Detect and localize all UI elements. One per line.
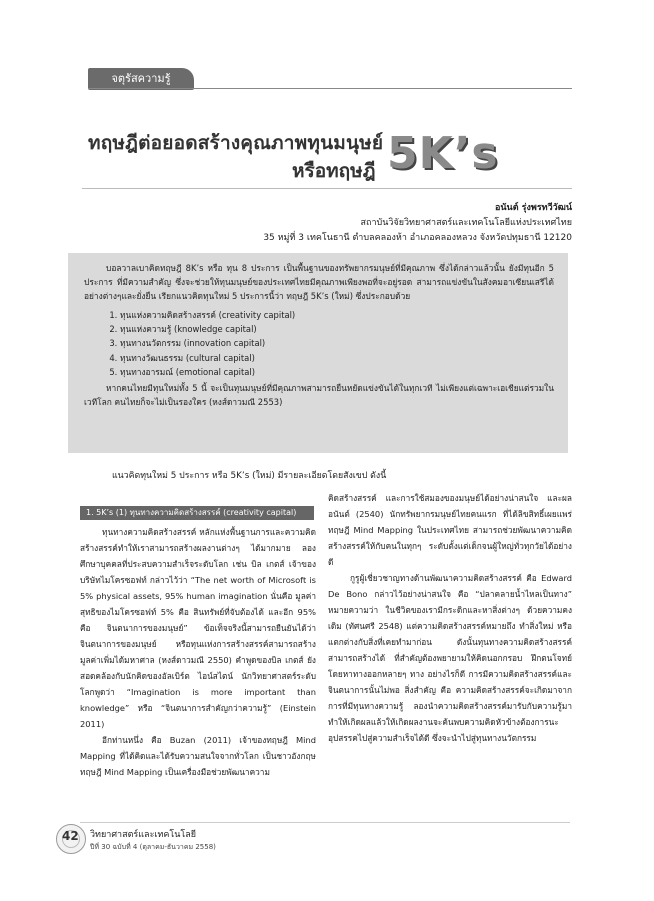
section-divider bbox=[88, 88, 572, 89]
section-tab: จตุรัสความรู้ bbox=[88, 68, 194, 90]
article-title-highlight: 5K’s bbox=[387, 128, 499, 179]
footer-divider bbox=[80, 822, 570, 823]
body-paragraph: กูรูผู้เชี่ยวชาญทางด้านพัฒนาความคิดสร้างสรรค์ คือ Edward De Bono กล่าวไว้อย่างน่าสนใจ คือ “ปลาคลายน้ำไหลเป็นทาง” หมายความว่า ในชีวิตของเรามีกระดิกและหาสิ่งต่างๆ ด้วยความคงเดิม (ทัศนศรี 2548) แต่ความคิดสร้างสรรค์หมายถึง ทำสิ่งใหม่ หรือแตกต่างกับสิ่งที่เคยทำมาก่อน ดังนั้นทุนทางความคิดสร้างสรรค์สามารถสร้างได้ ที่สำคัญต้องพยายามให้คิดนอกกรอบ ฝึกตนโจทย์โดยหาทางออกหลายๆ ทาง อย่างไรก็ดี การมีความคิดสร้างสรรค์และจินตนาการนั้นไม่พอ สิ่งสำคัญ คือ ความคิดสร้างสรรค์จะเกิดมาจากการที่มีทุนทางความรู้ ลองนำความคิดสร้างสรรค์มารับกับความรู้มาทำให้เกิดผลแล้วให้เกิดผลงานจะค้นพบความคิดหัวข้างต้องการนะ อุปสรรคไปสู่ความสำเร็จได้ดี ซึ่งจะนำไปสู่ทุนทางนวัตกรรม bbox=[328, 573, 572, 743]
journal-issue: ปีที่ 30 ฉบับที่ 4 (ตุลาคม-ธันวาคม 2558) bbox=[90, 843, 216, 851]
list-item: 4. ทุนทางวัฒนธรรม (cultural capital) bbox=[120, 351, 554, 365]
body-paragraph: คิดสร้างสรรค์ และการใช้สมองของมนุษย์ได้อย่างน่าสนใจ และผลอนันต์ (2540) นักทรัพยากรมนุษย์ไทยคนแรก ที่ได้ลิขสิทธิ์เผยแพร่ทฤษฎี Mind Mapping ในประเทศไทย สามารถช่วยพัฒนาความคิดสร้างสรรค์ให้กับคนในทุกๆ ระดับตั้งแต่เด็กจนผู้ใหญ่ทั่วทุกวัยได้อย่างดี bbox=[328, 493, 572, 567]
author-address: 35 หมู่ที่ 3 เทคโนธานี ตำบลคลองห้า อำเภอคลองหลวง จังหวัดปทุมธานี 12120 bbox=[263, 233, 572, 243]
right-column bbox=[328, 490, 572, 746]
abstract-paragraph: หากคนไทยมีทุนใหม่ทั้ง 5 นี้ จะเป็นทุนมนุษย์ที่มีคุณภาพสามารถยืนหยัดแข่งขันได้ในทุกเวที ไม่เพียงแต่เฉพาะเอเชียแต่รวมในเวทีโลก คนไทยก็จะไม่เป็นรองใคร (หงส์ดาวมณี 2553) bbox=[84, 383, 554, 408]
list-item: 3. ทุนทางนวัตกรรม (innovation capital) bbox=[120, 336, 554, 350]
journal-name: วิทยาศาสตร์และเทคโนโลยี bbox=[90, 830, 197, 840]
body-paragraph: อีกท่านหนึ่ง คือ Buzan (2011) เจ้าของทฤษฎี Mind Mapping ที่ได้คิดและได้รับความสนใจจากทั่วโลก เป็นชาวอังกฤษ ทฤษฎี Mind Mapping เป็นเครื่องมือช่วยพัฒนาความ bbox=[80, 735, 316, 777]
article-title-line2: หรือทฤษฎี bbox=[292, 160, 376, 182]
capital-list bbox=[84, 308, 554, 379]
author-name: อนันต์ รุ่งพรทวีวัฒน์ bbox=[494, 203, 572, 213]
list-item: 2. ทุนแห่งความรู้ (knowledge capital) bbox=[120, 322, 554, 336]
list-item: 1. ทุนแห่งความคิดสร้างสรรค์ (creativity capital) bbox=[120, 308, 554, 322]
section-heading: 1. 5K’s (1) ทุนทางความคิดสร้างสรรค์ (creativity capital) bbox=[80, 506, 314, 520]
body-paragraph: ทุนทางความคิดสร้างสรรค์ หลักแห่งพื้นฐานการและความคิดสร้างสรรค์ทำให้เราสามารถสร้างผลงานต่างๆ ได้มากมาย ลองศึกษาบุคคลที่ประสบความสำเร็จระดับโลก เช่น บิล เกตส์ เจ้าของบริษัทไมโครซอฟท์ กล่าวไว้ว่า “The net worth of Microsoft is 5% physical assets, 95% human imagination นั่นคือ มูลค่าสุทธิของไมโครซอฟท์ 5% คือ สินทรัพย์ที่จับต้องได้ และอีก 95% คือ จินตนาการของมนุษย์” ข้อเท็จจริงนี้สามารถยืนยันได้ว่าจินตนาการของมนุษย์ หรือทุนแห่งการสร้างสรรค์สามารถสร้างมูลค่าเพิ่มได้มหาศาล (หงส์ดาวมณี 2550) คำพูดของบิล เกตส์ ยังสอดคล้องกับนักคิดของอัลเบิร์ต ไอน์สไตน์ นักวิทยาศาสตร์ระดับโลกพูดว่า “Imagination is more important than knowledge” หรือ “จินตนาการสำคัญกว่าความรู้” (Einstein 2011) bbox=[80, 527, 316, 729]
abstract-paragraph: บอลวาลเบาคิดทฤษฎี 8K’s หรือ ทุน 8 ประการ เป็นพื้นฐานของทรัพยากรมนุษย์ที่มีคุณภาพ ซึ่งได้กล่าวแล้วนั้น ยังมีทุนอีก 5 ประการ ที่มีความสำคัญ ซึ่งจะช่วยให้ทุนมนุษย์ของประเทศไทยมีคุณภาพเพียงพอที่จะอยู่รอด สามารถแข่งขันในสังคมอาเซียนเสรีได้อย่างต่างๆและยั่งยืน เรียกแนวคิดทุนใหม่ 5 ประการนี้ว่า ทฤษฎี 5K’s (ใหม่) ซึ่งประกอบด้วย bbox=[84, 263, 554, 302]
list-item: 5. ทุนทางอารมณ์ (emotional capital) bbox=[120, 365, 554, 379]
intro-sentence: แนวคิดทุนใหม่ 5 ประการ หรือ 5K’s (ใหม่) มีรายละเอียดโดยสังเขป ดังนี้ bbox=[112, 471, 387, 481]
left-column bbox=[80, 524, 316, 780]
page-number: 42 bbox=[62, 829, 79, 843]
author-divider bbox=[82, 188, 572, 189]
abstract-box bbox=[68, 253, 568, 453]
author-organization: สถาบันวิจัยวิทยาศาสตร์และเทคโนโลยีแห่งประเทศไทย bbox=[360, 218, 572, 228]
article-title-line1: ทฤษฎีต่อยอดสร้างคุณภาพทุนมนุษย์ bbox=[88, 132, 384, 154]
